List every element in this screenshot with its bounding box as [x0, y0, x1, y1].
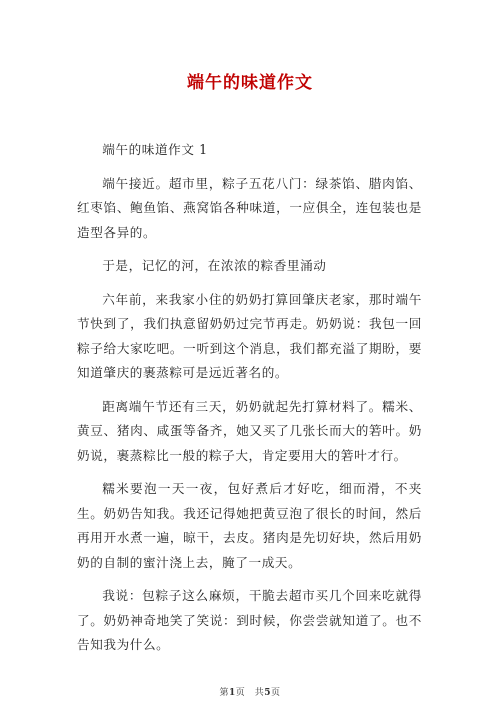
paragraph: 距离端午节还有三天，奶奶就起先打算材料了。糯米、黄豆、猪肉、咸蛋等备齐，她又买了几张长而大的箬叶。奶奶说，裹蒸粽比一般的粽子大，肯定要用大的箬叶才行。 — [77, 398, 422, 463]
paragraph: 于是，记忆的河，在浓浓的粽香里涌动 — [102, 258, 327, 273]
document-title: 端午的味道作文 — [187, 73, 313, 93]
footer-suffix: 页 — [271, 688, 281, 698]
paragraph: 我说：包粽子这么麻烦，干脆去超市买几个回来吃就得了。奶奶神奇地笑了笑说：到时候，你尝尝就知道了。也不告知我为什么。 — [77, 588, 422, 652]
paragraph: 六年前，来我家小住的奶奶打算回肇庆老家，那时端午节快到了，我们执意留奶奶过完节再走。奶奶说：我包一回粽子给大家吃吧。一听到这个消息，我们都充溢了期盼，要知道肇庆的裹蒸粽可是远近著名的。 — [77, 291, 422, 380]
footer-middle: 页 共 — [235, 688, 265, 698]
paragraph: 糯米要泡一天一夜，包好煮后才好吃，细而滑，不夹生。奶奶告知我。我还记得她把黄豆泡了很长的时间，然后再用开水煮一遍，晾干，去皮。猪肉是先切好块，然后用奶奶的自制的蜜汁浇上去，腌了一成天。 — [77, 481, 422, 570]
document-body — [77, 138, 422, 667]
page-footer — [0, 685, 500, 698]
footer-prefix: 第 — [219, 688, 229, 698]
total-pages-number: 5 — [264, 688, 272, 698]
current-page-number: 1 — [228, 688, 236, 698]
paragraph: 端午接近。超市里，粽子五花八门：绿茶馅、腊肉馅、红枣馅、鲍鱼馅、燕窝馅各种味道，一应俱全，连包装也是造型各异的。 — [77, 175, 422, 240]
section-heading: 端午的味道作文 1 — [102, 142, 208, 157]
